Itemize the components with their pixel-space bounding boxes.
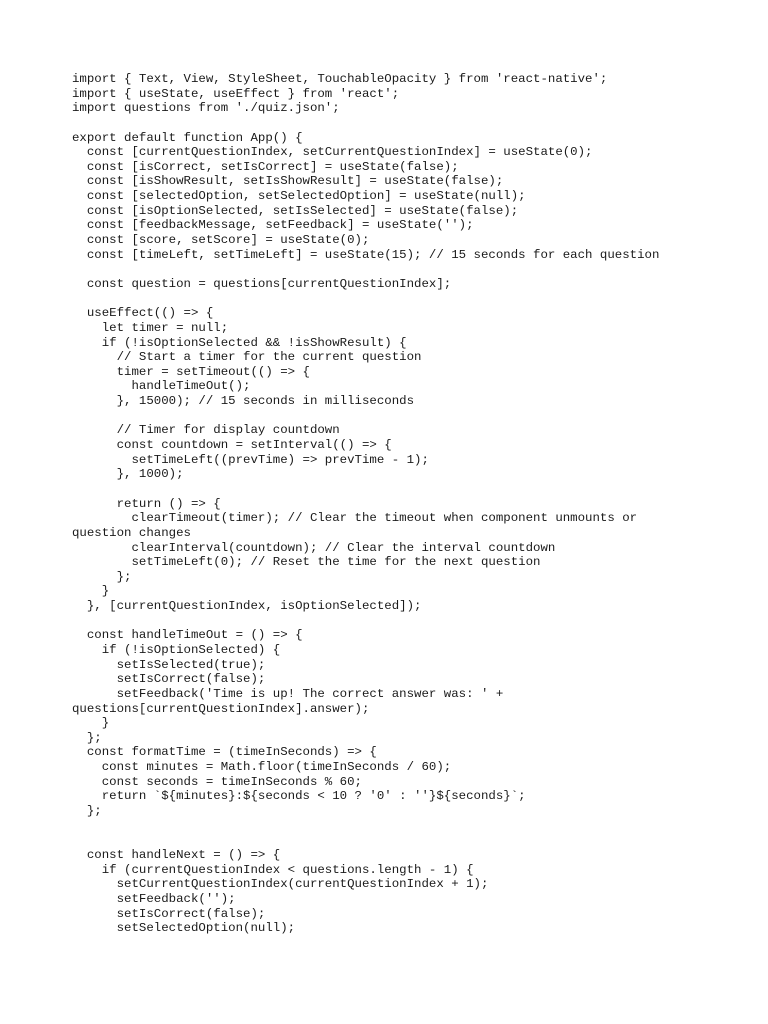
code-line: questions[currentQuestionIndex].answer); xyxy=(72,701,370,716)
code-line: }, 15000); // 15 seconds in milliseconds xyxy=(72,394,415,409)
code-line: setFeedback('Time is up! The correct answer was: ' + xyxy=(72,686,504,701)
code-line xyxy=(72,116,752,131)
code-line: const [selectedOption, setSelectedOption] = useState(null); xyxy=(72,189,526,204)
code-line: }; xyxy=(72,804,102,819)
code-line xyxy=(72,292,752,307)
code-line: const question = questions[currentQuestionIndex]; xyxy=(72,276,452,291)
code-line: const formatTime = (timeInSeconds) => { xyxy=(72,745,377,760)
code-line: setIsCorrect(false); xyxy=(72,906,266,921)
code-line: return () => { xyxy=(72,496,221,511)
code-line: if (currentQuestionIndex < questions.length - 1) { xyxy=(72,862,474,877)
code-line: clearTimeout(timer); // Clear the timeout when component unmounts or xyxy=(72,511,638,526)
code-line: question changes xyxy=(72,525,191,540)
code-line: timer = setTimeout(() => { xyxy=(72,364,310,379)
code-line: const [feedbackMessage, setFeedback] = useState(''); xyxy=(72,218,474,233)
code-line xyxy=(72,614,752,629)
code-line: const handleTimeOut = () => { xyxy=(72,628,303,643)
code-line: }, [currentQuestionIndex, isOptionSelected]); xyxy=(72,599,422,614)
code-block xyxy=(72,72,752,936)
code-line: setFeedback(''); xyxy=(72,891,236,906)
code-line: }, 1000); xyxy=(72,467,184,482)
code-line: const [isShowResult, setIsShowResult] = useState(false); xyxy=(72,174,504,189)
code-line: const seconds = timeInSeconds % 60; xyxy=(72,774,362,789)
code-line xyxy=(72,262,752,277)
code-line: const [timeLeft, setTimeLeft] = useState(15); // 15 seconds for each question xyxy=(72,247,660,262)
code-line: } xyxy=(72,584,110,599)
code-line: setCurrentQuestionIndex(currentQuestionIndex + 1); xyxy=(72,877,489,892)
code-line: setIsSelected(true); xyxy=(72,657,266,672)
code-line: }; xyxy=(72,730,102,745)
code-line xyxy=(72,819,752,834)
code-line: setSelectedOption(null); xyxy=(72,921,296,936)
code-line: const [currentQuestionIndex, setCurrentQuestionIndex] = useState(0); xyxy=(72,145,593,160)
code-line: useEffect(() => { xyxy=(72,306,214,321)
code-line: const [isOptionSelected, setIsSelected] = useState(false); xyxy=(72,203,519,218)
code-line: setIsCorrect(false); xyxy=(72,672,266,687)
code-line: if (!isOptionSelected && !isShowResult) { xyxy=(72,335,407,350)
code-line: clearInterval(countdown); // Clear the interval countdown xyxy=(72,540,556,555)
code-line: return `${minutes}:${seconds < 10 ? '0' : ''}${seconds}`; xyxy=(72,789,526,804)
code-line: if (!isOptionSelected) { xyxy=(72,642,281,657)
code-line: // Timer for display countdown xyxy=(72,423,340,438)
code-line xyxy=(72,833,752,848)
code-line: import { Text, View, StyleSheet, TouchableOpacity } from 'react-native'; xyxy=(72,72,608,86)
code-line: handleTimeOut(); xyxy=(72,379,251,394)
code-line: // Start a timer for the current question xyxy=(72,350,422,365)
code-line: const countdown = setInterval(() => { xyxy=(72,438,392,453)
code-line: const [score, setScore] = useState(0); xyxy=(72,233,370,248)
code-line: setTimeLeft(0); // Reset the time for the next question xyxy=(72,555,541,570)
code-line: const minutes = Math.floor(timeInSeconds / 60); xyxy=(72,760,452,775)
code-line xyxy=(72,409,752,424)
code-line: const handleNext = () => { xyxy=(72,847,281,862)
code-line: setTimeLeft((prevTime) => prevTime - 1); xyxy=(72,452,429,467)
code-line: } xyxy=(72,716,110,731)
code-line: export default function App() { xyxy=(72,130,303,145)
code-line: import questions from './quiz.json'; xyxy=(72,101,340,116)
code-line: }; xyxy=(72,569,132,584)
code-line xyxy=(72,482,752,497)
code-line: import { useState, useEffect } from 'react'; xyxy=(72,86,400,101)
code-line: const [isCorrect, setIsCorrect] = useState(false); xyxy=(72,159,459,174)
code-line: let timer = null; xyxy=(72,320,229,335)
